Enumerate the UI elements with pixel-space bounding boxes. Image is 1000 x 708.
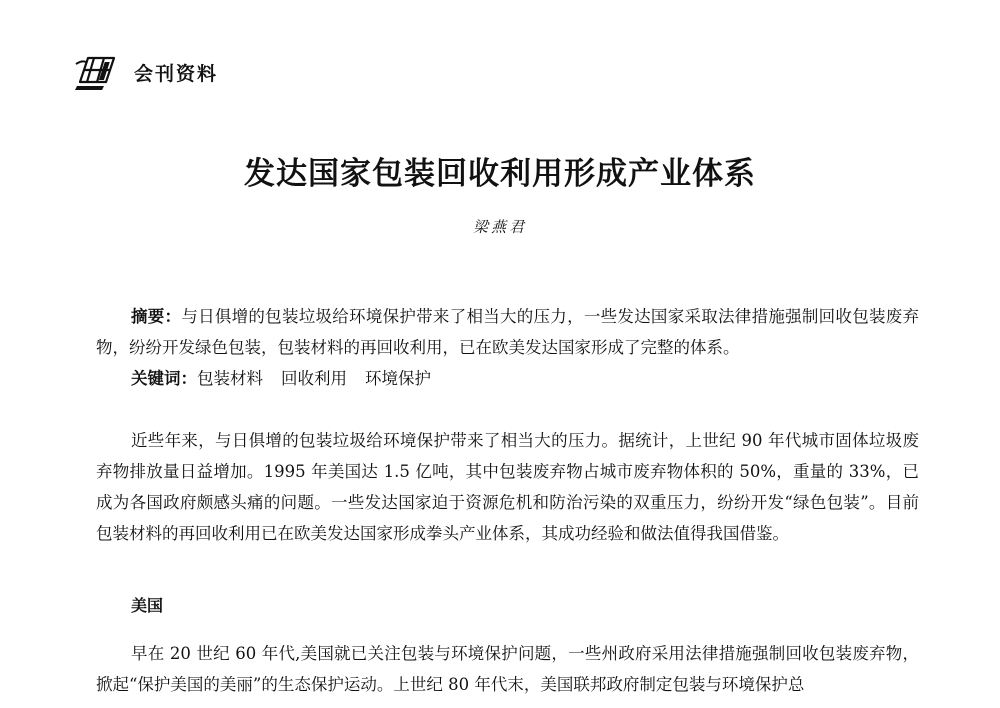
section-label: 会刊资料 [134,62,219,85]
abstract-label: 摘要： [131,307,182,326]
keywords [131,363,449,394]
article-title: 发达国家包装回收利用形成产业体系 [244,156,756,192]
body-paragraph: 早在 20 世纪 60 年代,美国就已关注包装与环境保护问题，一些州政府采用法律措施强制回收包装废弃物，掀起“保护美国的美丽”的生态保护运动。上世纪 80 年代末，美国联邦政府制定包装与环境保护总 [96,644,919,694]
abstract-text: 与日俱增的包装垃圾给环境保护带来了相当大的压力，一些发达国家采取法律措施强制回收包装废弃物，纷纷开发绿色包装，包装材料的再回收利用，已在欧美发达国家形成了完整的体系。 [96,307,920,357]
keywords-label: 关键词： [131,369,197,388]
keyword: 回收利用 [281,369,347,388]
journal-header [74,52,218,92]
abstract [96,301,919,363]
journal-logo-icon [74,52,120,92]
section-heading: 美国 [131,596,164,615]
keyword: 环境保护 [365,369,431,388]
body-paragraph: 近些年来，与日俱增的包装垃圾给环境保护带来了相当大的压力。据统计，上世纪 90 年代城市固体垃圾废弃物排放量日益增加。1995 年美国达 1.5 亿吨，其中包装废弃物占城市废弃物体积的 50%，重量的 33%，已成为各国政府颇感头痛的问题。一些发达国家迫于资源危机和防治污染的双重压力，纷纷开发“绿色包装”。目前包装材料的再回收利用已在欧美发达国家形成拳头产业体系，其成功经验和做法值得我国借鉴。 [96,431,919,543]
article-author: 梁燕君 [472,218,527,236]
keyword: 包装材料 [197,369,263,388]
